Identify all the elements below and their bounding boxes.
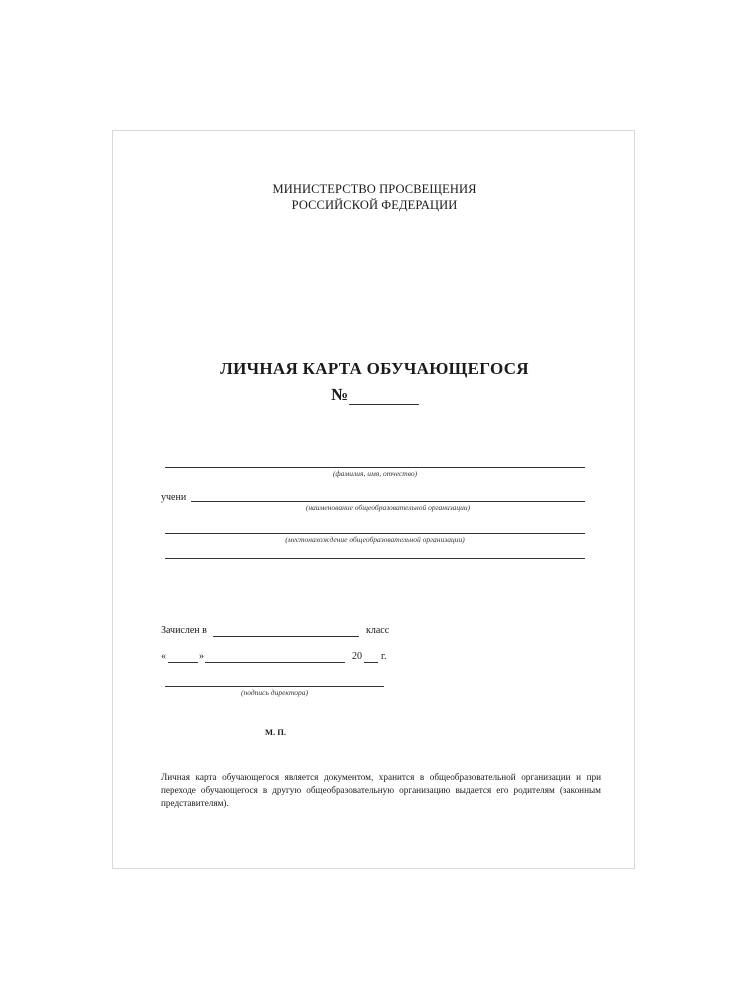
enrolled-label: Зачислен в bbox=[161, 625, 207, 636]
ministry-line-1: МИНИСТЕРСТВО ПРОСВЕЩЕНИЯ bbox=[272, 182, 477, 196]
org-name-caption: (наименование общеобразовательной организации) bbox=[305, 503, 471, 512]
fio-field[interactable] bbox=[165, 467, 585, 468]
month-field[interactable] bbox=[205, 662, 345, 663]
card-number bbox=[331, 385, 348, 405]
class-field[interactable] bbox=[213, 636, 359, 637]
year-field[interactable] bbox=[364, 662, 378, 663]
org-name-field[interactable] bbox=[191, 501, 585, 502]
card-number-field[interactable] bbox=[349, 404, 419, 405]
footer-note: Личная карта обучающегося является документом, хранится в общеобразовательной организации и при переходе обучающегося в другую общеобразовательную организацию выдается его родителям (законным представителям). bbox=[161, 772, 601, 808]
org-location-caption: (местонахождение общеобразовательной организации) bbox=[285, 535, 465, 544]
year-suffix: г. bbox=[381, 651, 387, 662]
student-label: учени bbox=[161, 492, 187, 503]
date-quote-close: » bbox=[199, 651, 204, 662]
date-quote-open: « bbox=[161, 651, 166, 662]
document-title: ЛИЧНАЯ КАРТА ОБУЧАЮЩЕГОСЯ bbox=[220, 359, 529, 378]
fio-caption: (фамилия, имя, отчество) bbox=[332, 469, 418, 478]
org-location-field-2[interactable] bbox=[165, 558, 585, 559]
org-location-field[interactable] bbox=[165, 533, 585, 534]
stamp-label: М. П. bbox=[265, 727, 287, 737]
number-sign: № bbox=[331, 385, 349, 404]
signature-caption: (подпись директора) bbox=[240, 688, 308, 697]
class-label: класс bbox=[366, 625, 390, 636]
ministry-line-2: РОССИЙСКОЙ ФЕДЕРАЦИИ bbox=[291, 198, 458, 212]
day-field[interactable] bbox=[168, 662, 198, 663]
director-signature-field[interactable] bbox=[165, 686, 384, 687]
year-prefix: 20 bbox=[352, 651, 362, 662]
document-page bbox=[112, 130, 635, 869]
